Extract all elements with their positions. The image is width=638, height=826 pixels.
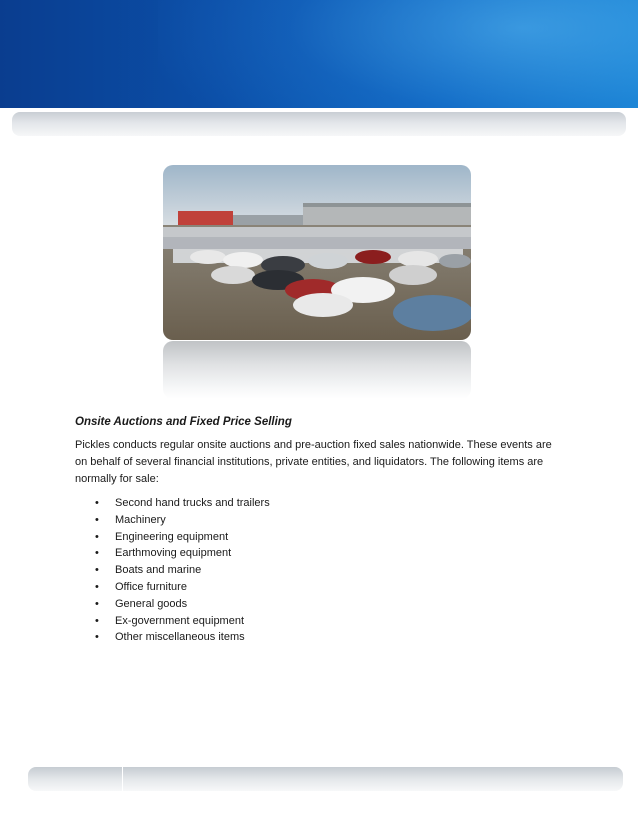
list-item-label: Earthmoving equipment [115, 547, 232, 560]
bullet-icon: • [95, 580, 99, 593]
bullet-icon: • [95, 614, 99, 627]
footer-bar-right [123, 767, 623, 791]
main-content [75, 416, 565, 646]
car-lot-photo [163, 165, 471, 340]
bullet-icon: • [95, 547, 99, 560]
bullet-icon: • [95, 631, 99, 644]
list-item [95, 545, 565, 562]
bullet-icon: • [95, 497, 99, 509]
photo-reflection [163, 341, 471, 399]
list-item [95, 512, 565, 529]
list-item-label: Ex-government equipment [115, 614, 245, 627]
list-item [95, 562, 565, 579]
list-item [95, 613, 565, 630]
bullet-icon: • [95, 597, 99, 610]
list-item-label: Other miscellaneous items [115, 631, 245, 644]
list-item [95, 596, 565, 613]
bullet-icon: • [95, 513, 99, 526]
footer-bar-left [28, 767, 122, 791]
list-item [95, 529, 565, 546]
header-shadow-bar [12, 112, 626, 136]
bullet-icon: • [95, 530, 99, 543]
list-item-label: General goods [115, 597, 188, 610]
items-list [75, 495, 565, 646]
list-item [95, 495, 565, 512]
list-item-label: Office furniture [115, 580, 187, 593]
header-sheen [158, 0, 638, 108]
list-item-label: Boats and marine [115, 564, 202, 577]
header-banner [0, 0, 638, 108]
bullet-icon: • [95, 564, 99, 577]
list-item [95, 579, 565, 596]
list-item [95, 629, 565, 646]
car-lot-illustration [163, 165, 471, 340]
section-paragraph: Pickles conducts regular onsite auctions and pre-auction fixed sales nationwide. These events are on behalf of several financial institutions, private entities, and liquidators. The following items are normally for sale: [75, 439, 552, 485]
section-title: Onsite Auctions and Fixed Price Selling [75, 416, 292, 428]
list-item-label: Machinery [115, 513, 166, 526]
list-item-label: Second hand trucks and trailers [115, 497, 270, 509]
list-item-label: Engineering equipment [115, 530, 229, 543]
